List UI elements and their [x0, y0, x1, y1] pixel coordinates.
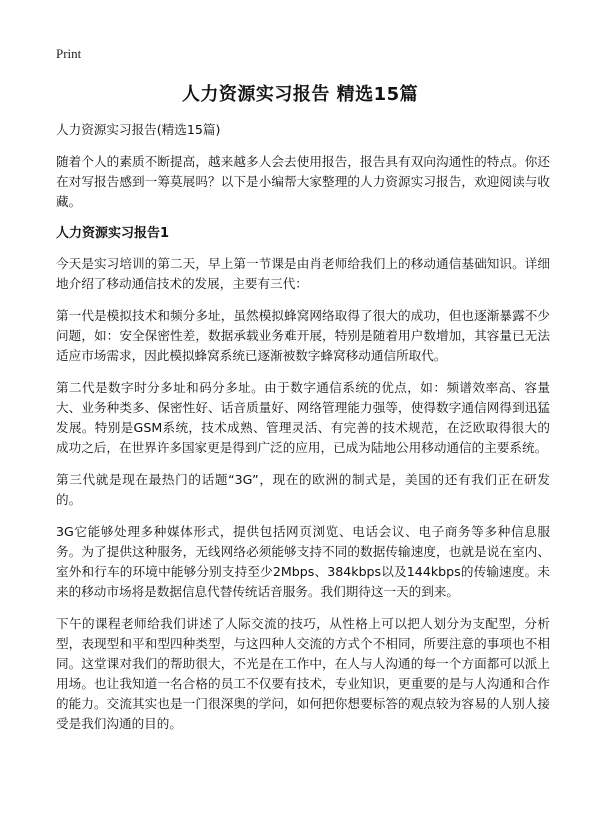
page-title: 人力资源实习报告 精选15篇	[181, 84, 419, 105]
body-paragraph: 今天是实习培训的第二天，早上第一节课是由肖老师给我们上的移动通信基础知识。详细地介绍了移动通信技术的发展，主要有三代：	[56, 256, 550, 291]
body-paragraph: 下午的课程老师给我们讲述了人际交流的技巧，从性格上可以把人划分为支配型，分析型，表现型和平和型四种类型，与这四种人交流的方式个不相同，所要注意的事项也不相同。这堂课对我们的帮助很大，不光是在工作中，在人与人沟通的每一个方面都可以派上用场。也让我知道一名合格的员工不仅要有技术，专业知识，更重要的是与人沟通和合作的能力。交流其实也是一门很深奥的学问，如何把你想要标答的观点较为容易的人别人接受是我们沟通的目的。	[56, 616, 550, 731]
body-paragraph: 3G它能够处理多种媒体形式，提供包括网页浏览、电话会议、电子商务等多种信息服务。为了提供这种服务，无线网络必须能够支持不同的数据传输速度，也就是说在室内、室外和行车的环境中能够分别支持至少2Mbps、384kbps以及144kbps的传输速度。未来的移动市场将是数据信息代替传统话音服务。我们期待这一天的到来。	[56, 524, 550, 599]
document-subtitle: 人力资源实习报告(精选15篇)	[56, 122, 221, 137]
intro-paragraph: 随着个人的素质不断提高，越来越多人会去使用报告，报告具有双向沟通性的特点。你还在对写报告感到一筹莫展吗？以下是小编帮大家整理的人力资源实习报告，欢迎阅读与收藏。	[56, 154, 550, 209]
section-heading: 人力资源实习报告1	[56, 226, 170, 241]
print-label: Print	[56, 46, 82, 61]
document-body	[56, 120, 550, 746]
body-paragraph: 第三代就是现在最热门的话题“3G”，现在的欧洲的制式是，美国的还有我们正在研发的。	[56, 472, 550, 507]
body-paragraph: 第一代是模拟技术和频分多址，虽然模拟蜂窝网络取得了很大的成功，但也逐渐暴露不少问题，如：安全保密性差，数据承载业务难开展，特别是随着用户数增加，其容量已无法适应市场需求，因此模拟蜂窝系统已逐渐被数字蜂窝移动通信所取代。	[56, 308, 550, 363]
body-paragraph: 第二代是数字时分多址和码分多址。由于数字通信系统的优点，如：频谱效率高、容量大、业务种类多、保密性好、话音质量好、网络管理能力强等，使得数字通信网得到迅猛发展。特别是GSM系统，技术成熟、管理灵活、有完善的技术规范，在泛欧取得很大的成功之后，在世界许多国家更是得到广泛的应用，已成为陆地公用移动通信的主要系统。	[56, 380, 550, 455]
